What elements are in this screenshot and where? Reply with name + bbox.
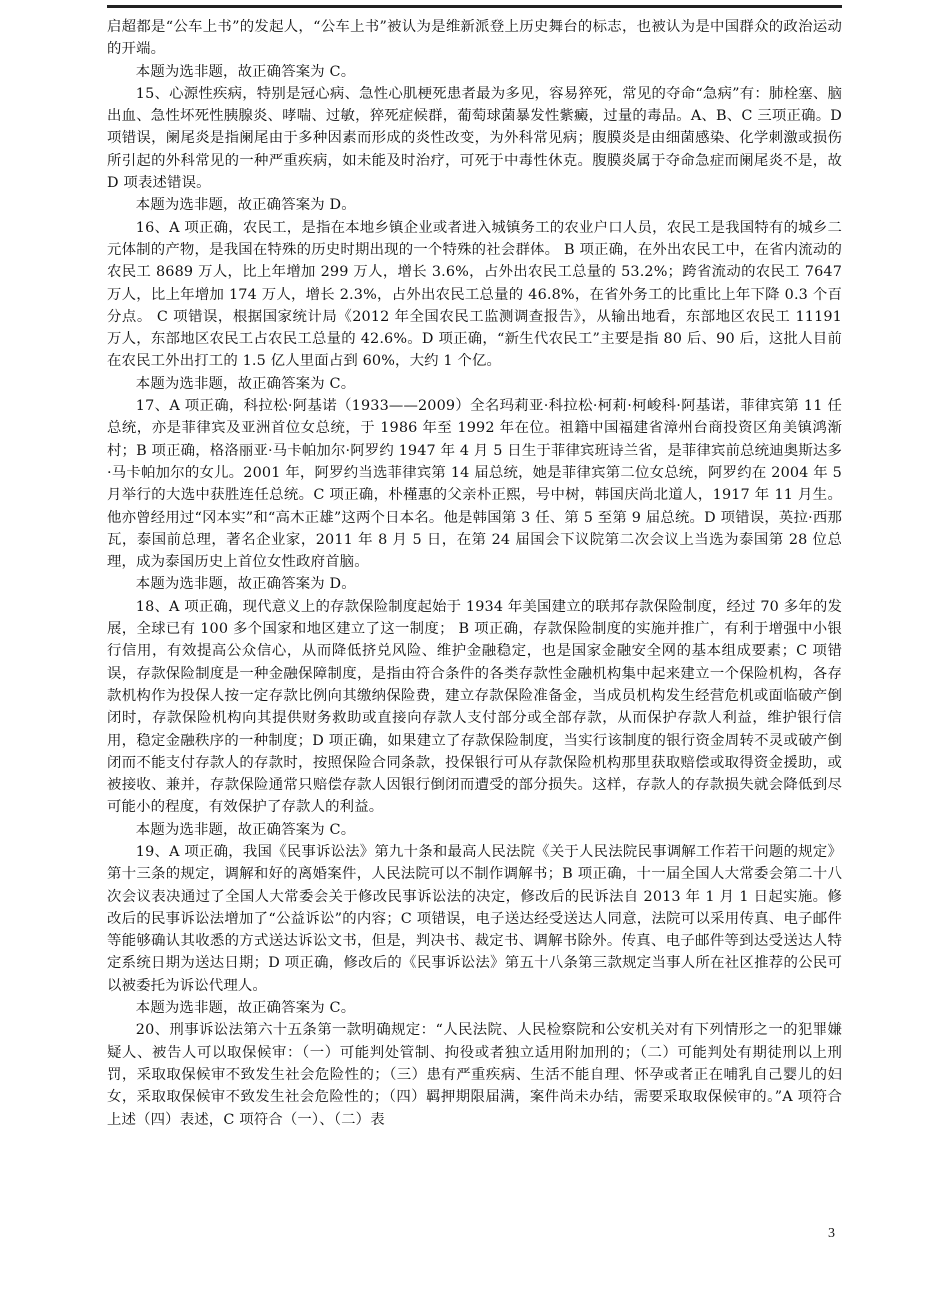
paragraph-q15: 15、心源性疾病，特别是冠心病、急性心肌梗死患者最为多见，容易猝死，常见的夺命“急病”有：肺栓塞、脑出血、急性坏死性胰腺炎、哮喘、过敏，猝死症候群，葡萄球菌暴发性紫癜，过量的毒品。A、B、C 三项正确。D 项错误，阑尾炎是指阑尾由于多种因素而形成的炎性改变，为外科常见病；腹膜炎是由细菌感染、化学刺激或损伤所引起的外科常见的一种严重疾病，如未能及时治疗，可死于中毒性休克。腹膜炎属于夺命急症而阑尾炎不是，故 D 项表述错误。 — [107, 85, 842, 192]
paragraph-q17: 17、A 项正确，科拉松·阿基诺（1933——2009）全名玛莉亚·科拉松·柯莉·柯峻科·阿基诺，菲律宾第 11 任总统，亦是菲律宾及亚洲首位女总统，于 1986 年至 1992 年在位。祖籍中国福建省漳州台商投资区角美镇鸿渐村；B 项正确，格洛丽亚·马卡帕加尔·阿罗约 1947 年 4 月 5 日生于菲律宾班诗兰省，是菲律宾前总统迪奥斯达多·马卡帕加尔的女儿。2001 年，阿罗约当选菲律宾第 14 届总统，她是菲律宾第二位女总统，阿罗约在 2004 年 5 月举行的大选中获胜连任总统。C 项正确，朴槿惠的父亲朴正熙，号中树，韩国庆尚北道人，1917 年 11 月生。他亦曾经用过“冈本实”和“高木正雄”这两个日本名。他是韩国第 3 任、第 5 至第 9 届总统。D 项错误，英拉·西那瓦，泰国前总理，著名企业家，2011 年 8 月 5 日，在第 24 届国会下议院第二次会议上当选为泰国第 28 位总理，成为泰国历史上首位女性政府首脑。 — [107, 398, 842, 571]
answer-line: 本题为选非题，故正确答案为 C。 — [135, 1000, 356, 1017]
answer-line: 本题为选非题，故正确答案为 C。 — [135, 821, 356, 838]
header-rule — [107, 5, 842, 8]
paragraph-q20: 20、刑事诉讼法第六十五条第一款明确规定：“人民法院、人民检察院和公安机关对有下列情形之一的犯罪嫌疑人、被告人可以取保候审：（一）可能判处管制、拘役或者独立适用附加刑的；（二）可能判处有期徒刑以上刑罚，采取取保候审不致发生社会危险性的；（三）患有严重疾病、生活不能自理、怀孕或者正在哺乳自己婴儿的妇女，采取取保候审不致发生社会危险性的；（四）羁押期限届满，案件尚未办结，需要采取取保候审的。”A 项符合上述（四）表述，C 项符合（一）、（二）表 — [107, 1022, 842, 1128]
paragraph-q16: 16、A 项正确，农民工，是指在本地乡镇企业或者进入城镇务工的农业户口人员，农民工是我国特有的城乡二元体制的产物，是我国在特殊的历史时期出现的一个特殊的社会群体。 B 项正确，在外出农民工中，在省内流动的农民工 8689 万人，比上年增加 299 万人，增长 3.6%，占外出农民工总量的 53.2%；跨省流动的农民工 7647 万人，比上年增加 174 万人，增长 2.3%，占外出农民工总量的 46.8%，在省外务工的比重比上年下降 0.3 个百分点。 C 项错误，根据国家统计局《2012 年全国农民工监测调查报告》，从输出地看，东部地区农民工 11191 万人，东部地区农民工占农民工总量的 42.6%。D 项正确，“新生代农民工”主要是指 80 后、90 后，这批人目前在农民工外出打工的 1.5 亿人里面占到 60%，大约 1 个亿。 — [107, 219, 842, 370]
paragraph-intro: 启超都是“公车上书”的发起人，“公车上书”被认为是维新派登上历史舞台的标志，也被认为是中国群众的政治运动的开端。 — [107, 19, 842, 58]
answer-line: 本题为选非题，故正确答案为 D。 — [135, 197, 356, 214]
document-body — [107, 16, 842, 1131]
paragraph-q18: 18、A 项正确，现代意义上的存款保险制度起始于 1934 年美国建立的联邦存款保险制度，经过 70 多年的发展，全球已有 100 多个国家和地区建立了这一制度； B 项正确，存款保险制度的实施并推广，有利于增强中小银行信用，有效提高公众信心，从而降低挤兑风险、维护金融稳定，也是国家金融安全网的基本组成要素；C 项错误，存款保险制度是一种金融保障制度，是指由符合条件的各类存款性金融机构集中起来建立一个保险机构，各存款机构作为投保人按一定存款比例向其缴纳保险费，建立存款保险准备金，当成员机构发生经营危机或面临破产倒闭时，存款保险机构向其提供财务救助或直接向存款人支付部分或全部存款，从而保护存款人利益，维护银行信用，稳定金融秩序的一种制度；D 项正确，如果建立了存款保险制度，当实行该制度的银行资金周转不灵或破产倒闭而不能支付存款人的存款时，按照保险合同条款，投保银行可从存款保险机构那里获取赔偿或取得资金援助，或被接收、兼并，存款保险通常只赔偿存款人因银行倒闭而遭受的部分损失。这样，存款人的存款损失就会降低到尽可能小的程度，有效保护了存款人的利益。 — [107, 598, 842, 816]
page-number: 3 — [828, 1226, 835, 1241]
answer-line: 本题为选非题，故正确答案为 C。 — [135, 375, 356, 392]
paragraph-q19: 19、A 项正确，我国《民事诉讼法》第九十条和最高人民法院《关于人民法院民事调解工作若干问题的规定》第十三条的规定，调解和好的离婚案件，人民法院可以不制作调解书；B 项正确，十一届全国人大常委会第二十八次会议表决通过了全国人大常委会关于修改民事诉讼法的决定，修改后的民诉法自 2013 年 1 月 1 日起实施。修改后的民事诉讼法增加了“公益诉讼”的内容；C 项错误，电子送达经受送达人同意，法院可以采用传真、电子邮件等能够确认其收悉的方式送达诉讼文书，但是，判决书、裁定书、调解书除外。传真、电子邮件等到达受送达人特定系统日期为送达日期；D 项正确，修改后的《民事诉讼法》第五十八条第三款规定当事人所在社区推荐的公民可以被委托为诉讼代理人。 — [107, 843, 842, 994]
answer-line: 本题为选非题，故正确答案为 D。 — [135, 576, 356, 593]
answer-line: 本题为选非题，故正确答案为 C。 — [135, 63, 356, 80]
